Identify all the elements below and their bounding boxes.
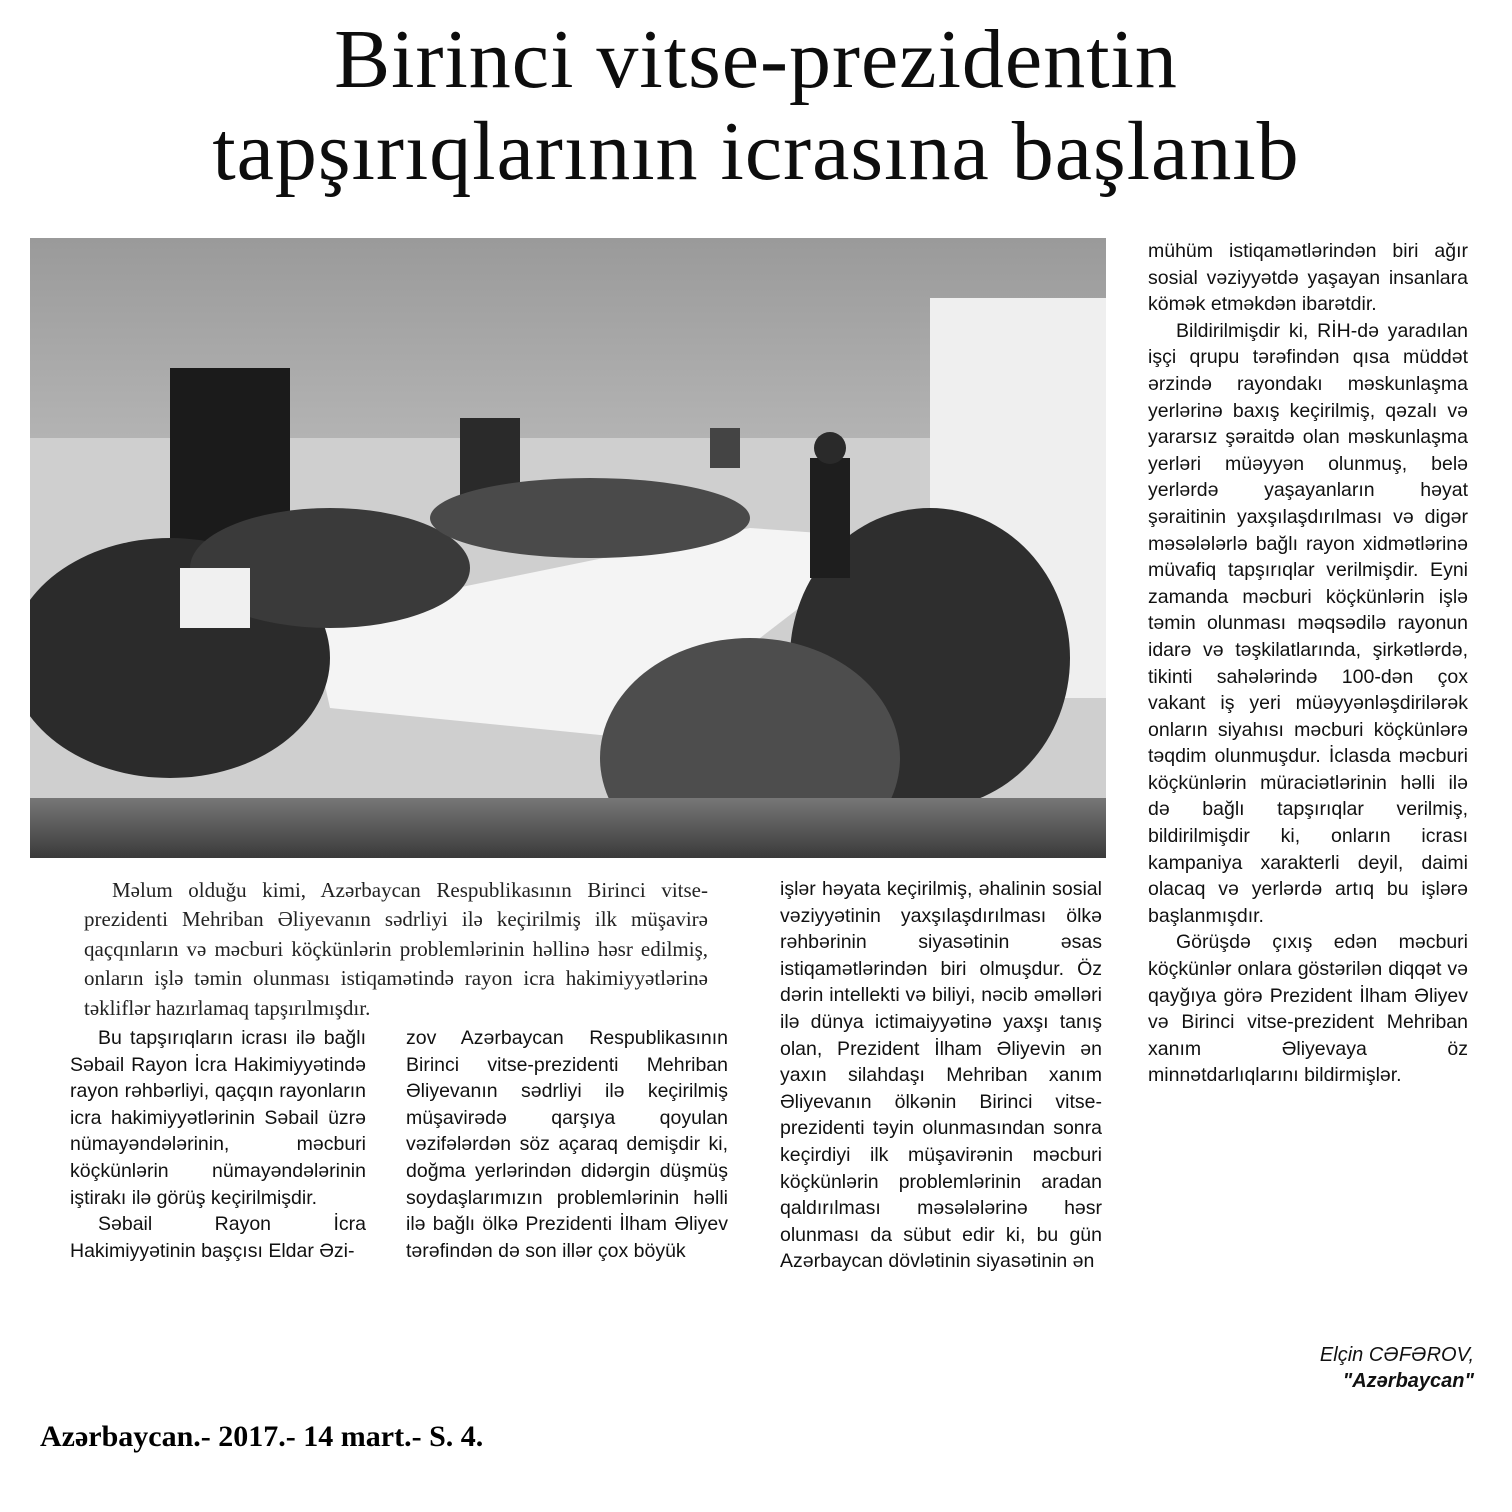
byline bbox=[1114, 1342, 1474, 1394]
lead-paragraph: Məlum olduğu kimi, Azərbaycan Respublikasının Birinci vitse-prezidenti Mehriban Əliyevanın sədrliyi ilə keçirilmiş ilk müşavirə qaçqınların və məcburi köçkünlərin problemlərinin həllinə həsr edilmiş, onların işlə təmin olunması istiqamətində rayon icra hakimiyyətlərinə təkliflər hazırlamaq tapşırılmışdır. bbox=[84, 878, 708, 1020]
newspaper-name: "Azərbaycan" bbox=[1342, 1370, 1474, 1392]
headline bbox=[40, 14, 1472, 198]
article-column-3 bbox=[780, 876, 1102, 1275]
paragraph: Görüşdə çıxış edən məcburi köçkünlər onlara göstərilən diqqət və qayğıya görə Prezident İlham Əliyev və Birinci vitse-prezident Mehriban xanım Əliyevaya öz minnətdarlıqlarını bildirmişlər. bbox=[1148, 931, 1468, 1087]
source-citation: Azərbaycan.- 2017.- 14 mart.- S. 4. bbox=[40, 1420, 484, 1453]
meeting-photo bbox=[30, 238, 1106, 858]
article-column-2 bbox=[406, 1025, 728, 1264]
paragraph: Bu tapşırıqların icrası ilə bağlı Səbail Rayon İcra Hakimiyyətində rayon rəhbərliyi, qaçqın rayonların icra hakimiyyətlərinin Səbail üzrə nümayəndələrinin, məcburi köçkünlərin nümayəndələrinin iştirakı ilə görüş keçirilmişdir. bbox=[70, 1027, 366, 1209]
headline-line-2: tapşırıqlarının icrasına başlanıb bbox=[212, 105, 1300, 198]
article-column-1 bbox=[70, 1025, 366, 1264]
paragraph: zov Azərbaycan Respublikasının Birinci vitse-prezidenti Mehriban Əliyevanın sədrliyi ilə keçirilmiş müşavirədə qarşıya qoyulan vəzifələrdən söz açaraq demişdir ki, doğma yerlərindən didərgin düşmüş soydaşlarımızın problemlərinin həlli ilə bağlı ölkə Prezidenti İlham Əliyev tərəfindən də son illər çox böyük bbox=[406, 1027, 728, 1262]
paragraph: Səbail Rayon İcra Hakimiyyətinin başçısı Eldar Əzi- bbox=[70, 1213, 366, 1262]
paragraph: Bildirilmişdir ki, RİH-də yaradılan işçi qrupu tərəfindən qısa müddət ərzində rayondakı məskunlaşma yerlərinə baxış keçirilmiş, qəzalı və yararsız şəraitdə olan məskunlaşma yerləri müəyyən olunmuş, belə yerlərdə yaşayanların həyat şəraitinin yaxşılaşdırılması və digər məsələlərlə bağlı rayon xidmətlərinə müvafiq tapşırıqlar verilmişdir. Eyni zamanda məcburi köçkünlərin işlə təmin olunması məqsədilə rayonun idarə və təşkilatlarında, şirkətlərdə, tikinti sahələrində 100-dən çox vakant iş yeri müəyyənləşdirilərək onların siyahısı məcburi köçkünlərə təqdim olunmuşdur. İclasda məcburi köçkünlərin müraciətlərinin həlli ilə də bağlı tapşırıqlar verilmiş, bildirilmişdir ki, onların icrası kampaniya xarakterli deyil, daimi olacaq və yerlərdə artıq bu işlərə başlanmışdır. bbox=[1148, 319, 1468, 927]
paragraph: işlər həyata keçirilmiş, əhalinin sosial vəziyyətinin yaxşılaşdırılması ölkə rəhbərinin siyasətinin əsas istiqamətlərindən biri olmuşdur. Öz dərin intellekti və biliyi, nəcib əməlləri ilə dünya ictimaiyyətinə yaxşı tanış olan, Prezident İlham Əliyevin ən yaxın silahdaşı Mehriban xanım Əliyevanın ölkənin Birinci vitse-prezidenti təyin olunmasından sonra keçirdiyi ilk müşavirənin məcburi köçkünlərin problemlərinin aradan qaldırılması məsələlərinə həsr olunması da sübut edir ki, bu gün Azərbaycan dövlətinin siyasətinin ən bbox=[780, 878, 1102, 1273]
headline-line-1: Birinci vitse-prezidentin bbox=[334, 13, 1178, 106]
author-name: Elçin CƏFƏROV, bbox=[1319, 1344, 1474, 1366]
paragraph: mühüm istiqamətlərindən biri ağır sosial vəziyyətdə yaşayan insanlara kömək etməkdən ibarətdir. bbox=[1148, 240, 1468, 316]
article-column-4 bbox=[1148, 238, 1468, 1089]
meeting-photo-icon bbox=[30, 238, 1106, 858]
